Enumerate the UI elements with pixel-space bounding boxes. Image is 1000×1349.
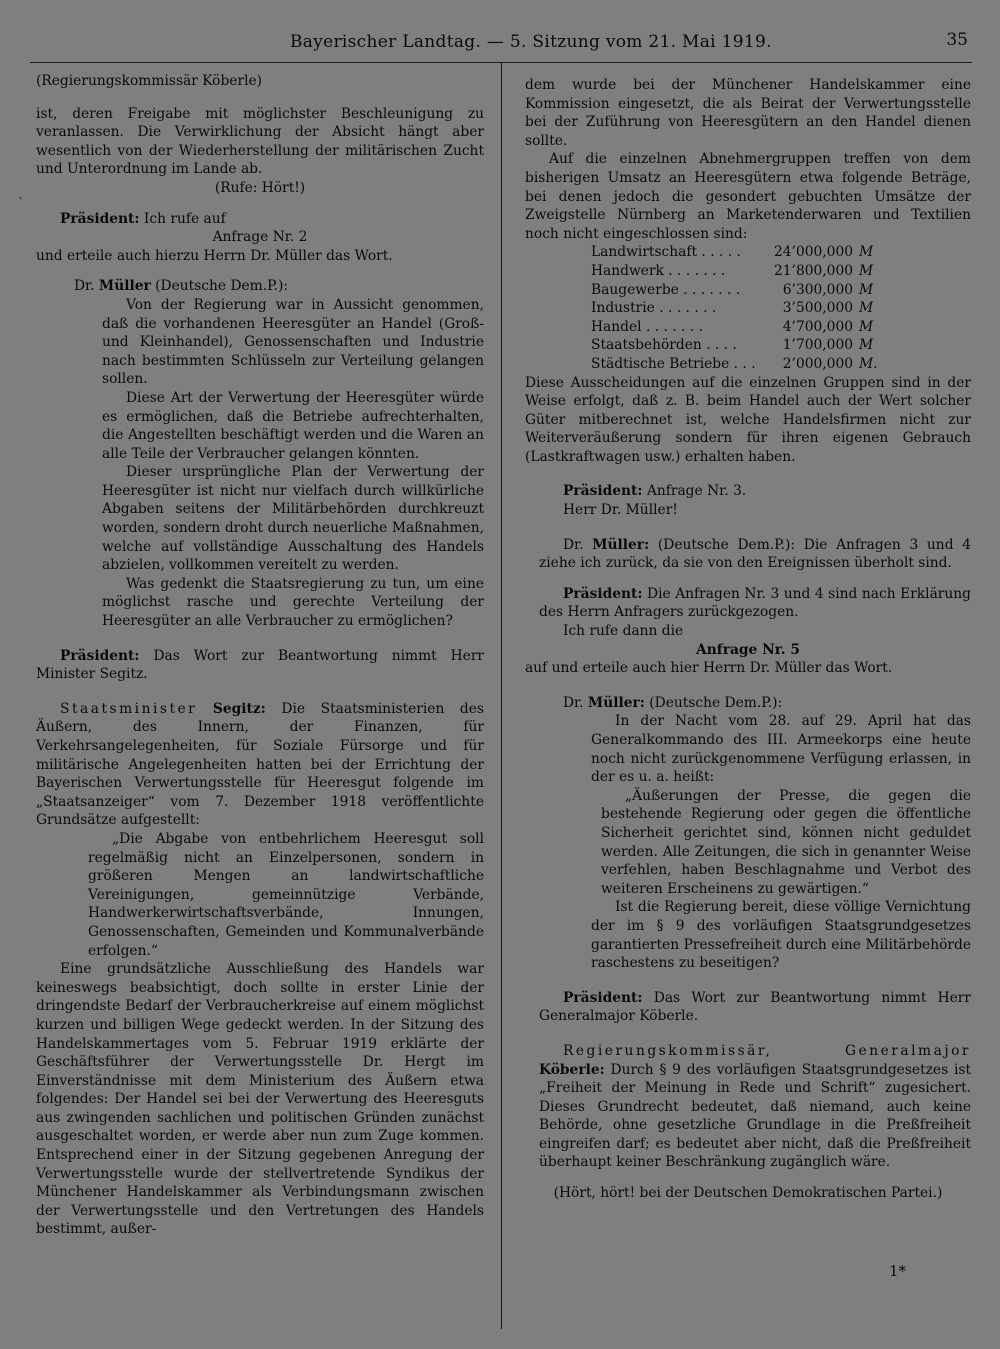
speech: Staatsminister Segitz: Die Staatsministerien des Äußern, des Innern, der Finanzen, für Verkehrsangelegenheiten, für Soziale Fürsorge und für militärische Angelegenheiten hatten bei der Errichtung der Bayerischen Verwertungsstelle für Heeresgut folgende im „Staatsanzeiger“ vom 7. Dezember 1918 veröffentlichte Grundsätze aufgestellt: [36, 700, 484, 829]
amount-row [591, 318, 878, 337]
speaker-name: Segitz: [212, 700, 266, 717]
paragraph: Diese Art der Verwertung der Heeresgüter würde es ermöglichen, daß die Betriebe aufrechterhalten, die Angestellten beschäftigt werden und die Waren an alle Teile der Verbraucher gelangen könnten. [102, 389, 484, 462]
amount-value: 1’700,000 [782, 337, 853, 354]
amount-value: 2’000,000 [782, 355, 853, 372]
paragraph: Eine grundsätzliche Ausschließung des Handels war keineswegs beabsichtigt, doch sollte in erster Linie der dringendste Bedarf der Verbraucherkreise auf einem möglichst kurzen und billigen Wege gedeckt werden. In der Sitzung des Handelskammertages vom 5. Februar 1919 erklärte der Geschäftsführer der Verwertungsstelle Dr. Hergt im Einverständnisse mit dem Ministerium des Äußern etwa folgendes: Der Handel sei bei der Verwertung des Heeresguts aus zwingenden sachlichen und politischen Gründen zunächst ausgeschaltet worden, er werde aber nun zum Zuge kommen. Entsprechend einer in der Sitzung gegebenen Anregung der Verwertungsstelle wurde der stellvertretende Syndikus der Münchener Handelskammer als Verbindungsmann zwischen der Verwertungsstelle und den Vertretungen des Handels bestimmt, außer- [36, 961, 484, 1238]
amount-value: 24’000,000 [774, 244, 853, 261]
paragraph: Ist die Regierung bereit, diese völlige Vernichtung der im § 9 des vorläufigen Staatsgrundgesetzes garantierten Pressefreiheit durch eine Militärbehörde raschestens zu beseitigen? [591, 899, 971, 972]
amount-row [591, 299, 878, 318]
speaker-name: Präsident: [563, 585, 643, 602]
amount-unit: M [859, 244, 874, 261]
inquiry-heading: Anfrage Nr. 5 [696, 641, 800, 658]
column-divider [501, 62, 502, 1329]
amount-row [591, 355, 878, 374]
amounts-table [591, 243, 878, 373]
speech: Dr. Müller: (Deutsche Dem.P.): Die Anfragen 3 und 4 ziehe ich zurück, da sie von den Ereignissen überholt sind. [539, 536, 971, 572]
speech: Regierungskommissär, Generalmajor Köberle: Durch § 9 des vorläufigen Staatsgrundgesetzes ist „Freiheit der Meinung in Rede und Schrift“ zugesichert. Dieses Grundrecht bedeutet, daß niemand, auch keine Behörde, ohne gesetzliche Grundlage in die Preßfreiheit eingreifen darf; es bedeutet aber nicht, daß die Preßfreiheit überhaupt keiner Beschränkung zugänglich wäre. [539, 1042, 971, 1171]
speech: Dr. Müller (Deutsche Dem.P.): [74, 278, 289, 295]
inquiry-text [36, 296, 484, 631]
amount-value: 4’700,000 [782, 318, 853, 335]
paragraph: Herr Dr. Müller! [563, 502, 678, 519]
interjection: (Rufe: Hört!) [214, 179, 306, 196]
page-number: 35 [946, 30, 968, 50]
paragraph: auf und erteile auch hier Herrn Dr. Müller das Wort. [525, 660, 893, 677]
quotation: „Die Abgabe von entbehrlichem Heeresgut soll regelmäßig nicht an Einzelpersonen, sondern in größeren Mengen an landwirtschaftliche Vereinigungen, gemeinnützige Verbände, Handwerkerwirtschaftsverbände, Innungen, Genossenschaften, Gemeinden und Kommunalverbände erfolgen.“ [88, 830, 484, 959]
amount-row [591, 281, 878, 300]
speech: Präsident: Anfrage Nr. 3. [563, 483, 747, 500]
amount-label: Industrie . . . . . . . [591, 300, 717, 317]
speech: Präsident: Ich rufe auf [60, 210, 226, 227]
speech: Präsident: Das Wort zur Beantwortung nimmt Herr Minister Segitz. [36, 647, 485, 683]
amount-value: 6’300,000 [782, 281, 853, 298]
speaker-name: Präsident: [563, 989, 643, 1006]
speaker-name: Präsident: [60, 647, 140, 664]
amount-row [591, 262, 878, 281]
amount-unit: M. [859, 355, 878, 372]
amount-row [591, 243, 878, 262]
paragraph: Auf die einzelnen Abnehmergruppen treffen von dem bisherigen Umsatz an Heeresgütern etwa folgende Beträge, bei denen jedoch die gesondert gebuchten Umsätze der Zweigstelle Nürnberg an Marketenderwaren und Textilien noch nicht eingeschlossen sind: [525, 151, 971, 242]
paragraph: Ich rufe dann die [563, 623, 684, 640]
right-column [525, 76, 971, 1203]
paragraph: Diese Ausscheidungen auf die einzelnen Gruppen sind in der Weise erfolgt, daß z. B. beim Handel auch der Wert solcher Güter mitberechnet ist, welche Handelsfirmen nicht zur Weiterveräußerung sondern für ihren eigenen Gebrauch (Lastkraftwagen usw.) erhalten haben. [525, 374, 971, 465]
paragraph: In der Nacht vom 28. auf 29. April hat das Generalkommando des III. Armeekorps eine heute noch nicht zurückgenommene Verfügung erlassen, in der es u. a. heißt: [591, 713, 971, 786]
paragraph: und erteile auch hierzu Herrn Dr. Müller das Wort. [36, 247, 393, 264]
speech: Präsident: Die Anfragen Nr. 3 und 4 sind nach Erklärung des Herrn Anfragers zurückgezogen. [539, 585, 971, 621]
amount-label: Städtische Betriebe . . . [591, 355, 756, 372]
speaker-name: Präsident: [60, 210, 140, 227]
amount-label: Staatsbehörden . . . . [591, 337, 737, 354]
running-title: Bayerischer Landtag. — 5. Sitzung vom 21. Mai 1919. [290, 32, 772, 52]
speaker-name: Müller: [592, 536, 650, 553]
quotation: „Äußerungen der Presse, die gegen die bestehende Regierung oder gegen die öffentliche Sicherheit gerichtet sind, können nicht geduldet werden. Alle Zeitungen, die sich in genannter Weise verfehlen, haben Beschlagnahme und Verbot des weiteren Erscheinens zu gewärtigen.“ [601, 787, 971, 897]
speech: Präsident: Das Wort zur Beantwortung nimmt Herr Generalmajor Köberle. [539, 989, 971, 1025]
amount-row [591, 336, 878, 355]
page-header [30, 28, 972, 63]
paragraph: Von der Regierung war in Aussicht genommen, daß die vorhandenen Heeresgüter an Handel (Groß- und Kleinhandel), Genossenschaften und Industrie nach bestimmten Schlüsseln zur Verteilung gelangen sollen. [102, 296, 484, 388]
inquiry-text [525, 712, 971, 972]
interjection: (Hört, hört! bei der Deutschen Demokratischen Partei.) [553, 1185, 943, 1202]
left-column [36, 72, 484, 1239]
continuation-speaker: (Regierungskommissär Köberle) [36, 73, 263, 89]
paragraph: ist, deren Freigabe mit möglichster Beschleunigung zu veranlassen. Die Verwirklichung der Absicht hängt aber wesentlich von der Wiederherstellung der militärischen Zucht und Unterordnung im Lande ab. [36, 105, 484, 178]
margin-mark: ` [18, 196, 24, 210]
amount-label: Landwirtschaft . . . . . [591, 244, 741, 261]
speech: Dr. Müller: (Deutsche Dem.P.): [563, 694, 783, 711]
amount-unit: M [859, 262, 874, 279]
amount-unit: M [859, 300, 874, 317]
paragraph: Dieser ursprüngliche Plan der Verwertung der Heeresgüter ist nicht nur vielfach durch willkürliche Abgaben seitens der Militärbehörden durchkreuzt worden, sondern droht durch neuerliche Maßnahmen, welche auf vollständige Ausschaltung des Handels abzielen, vollkommen vereitelt zu werden. [102, 464, 484, 574]
amount-label: Handel . . . . . . . [591, 318, 703, 335]
speaker-name: Präsident: [563, 483, 643, 500]
amount-value: 21’800,000 [774, 262, 853, 279]
amount-label: Handwerk . . . . . . . [591, 262, 726, 279]
signature-mark: 1* [888, 1262, 906, 1280]
amount-value: 3’500,000 [782, 300, 853, 317]
speaker-name: Köberle: [539, 1061, 605, 1078]
amount-label: Baugewerbe . . . . . . . [591, 281, 741, 298]
speaker-name: Müller [98, 278, 151, 295]
amount-unit: M [859, 318, 874, 335]
speaker-name: Müller: [587, 694, 645, 711]
amount-unit: M [859, 337, 874, 354]
inquiry-heading: Anfrage Nr. 2 [212, 229, 308, 246]
amount-unit: M [859, 281, 874, 298]
paragraph: dem wurde bei der Münchener Handelskammer eine Kommission eingesetzt, die als Beirat der Verwertungsstelle bei der Zuführung von Heeresgütern an den Handel dienen sollte. [525, 77, 971, 149]
paragraph: Was gedenkt die Staatsregierung zu tun, um eine möglichst rasche und gerechte Verteilung der Heeresgüter an alle Verbraucher zu ermöglichen? [102, 575, 484, 630]
